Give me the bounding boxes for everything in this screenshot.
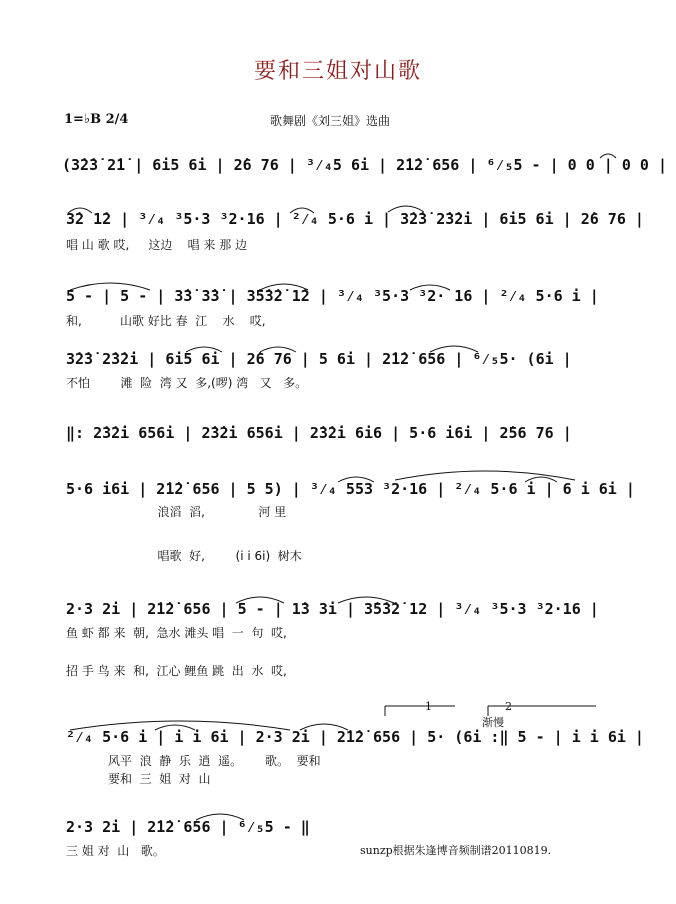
lyric-line-6a: 浪滔 滔, 河 里 — [66, 505, 287, 519]
lyric-line-3a: 和, 山歌 好比 春 江 水 哎, — [66, 314, 266, 328]
source-note: 歌舞剧《刘三姐》选曲 — [270, 114, 391, 128]
notation-line-7: 2·3 2i | 2̇1̇2̇ 656 | 5 - | 1̇3 3i | 3̇5̇3̇2̇ 12 | ³⁄₄ ³5·3 ³2·16 | — [66, 600, 599, 618]
notation-line-8: ²⁄₄ 5·6 i | i i 6i | 2·3 2i | 2̇1̇2̇ 656 | 5· (6i :‖ 5 - | i i 6i | — [66, 728, 644, 746]
notation-line-9: 2·3 2i | 2̇1̇2̇ 656 | ⁶⁄₅5 - ‖ — [66, 818, 310, 836]
notation-line-3: 5 - | 5 - | 3̇3̇ 3̇3̇ | 3̇5̇3̇2̇ 1̇2 | ³⁄₄ ³5·3 ³2· 16 | ²⁄₄ 5·6 i | — [66, 287, 599, 305]
key-signature: 1=♭B 2/4 — [64, 112, 129, 127]
notation-line-2: 3̇2 1̇2 | ³⁄₄ ³5·3 ³2·16 | ²⁄₄ 5·6 i | 3̇2̇3̇ 2̇3̇2̇i | 6i5 6i | 2̇6 76 | — [66, 210, 644, 228]
lyric-line-6b: 唱歌 好, (i i 6i) 树木 — [66, 549, 302, 563]
lyric-line-7a: 鱼 虾 都 来 朝, 急水 滩头 唱 一 句 哎, — [66, 626, 287, 640]
lyric-line-4a: 不怕 滩 险 湾 又 多,(啰) 湾 又 多。 — [66, 376, 308, 390]
volta-second: 2 — [505, 700, 512, 713]
transcription-credit: sunzp根据朱逢博音频制谱20110819. — [360, 844, 552, 857]
notation-line-5: ‖: 2̇3̇2̇i 656i | 2̇3̇2̇i 656i | 2̇3̇2̇i 6i6 | 5·6 i6i | 2̇56 76 | — [66, 424, 572, 442]
tempo-mark: 渐慢 — [482, 716, 504, 729]
notation-line-4: 3̇2̇3̇ 2̇3̇2̇i | 6i5 6i | 2̇6 76 | 5 6i | 2̇1̇2̇ 656 | ⁶⁄₅5· (6i | — [66, 350, 572, 368]
notation-line-6: 5·6 i6i | 2̇1̇2̇ 656 | 5 5) | ³⁄₄ 553 ³2·16 | ²⁄₄ 5·6 i | 6 i 6i | — [66, 480, 635, 498]
lyric-line-2a: 唱 山 歌 哎, 这边 唱 来 那 边 — [66, 238, 248, 252]
notation-line-1: (3̇2̇3̇ 2̇1̇ | 6i5 6i | 2̇6 76 | ³⁄₄5 6i | 2̇1̇2̇ 656 | ⁶⁄₅5 - | 0 0 | 0 0 | — [62, 156, 668, 174]
lyric-line-9a: 三 姐 对 山 歌。 — [66, 844, 165, 858]
lyric-line-8b: 要和 三 姐 对 山 — [66, 772, 211, 786]
song-title: 要和三姐对山歌 — [253, 59, 422, 84]
lyric-line-8a: 风平 浪 静 乐 逍 遥。 歌。 要和 — [66, 754, 321, 768]
lyric-line-7b: 招 手 鸟 来 和, 江心 鲤鱼 跳 出 水 哎, — [66, 664, 287, 678]
volta-first: 1 — [425, 700, 432, 713]
